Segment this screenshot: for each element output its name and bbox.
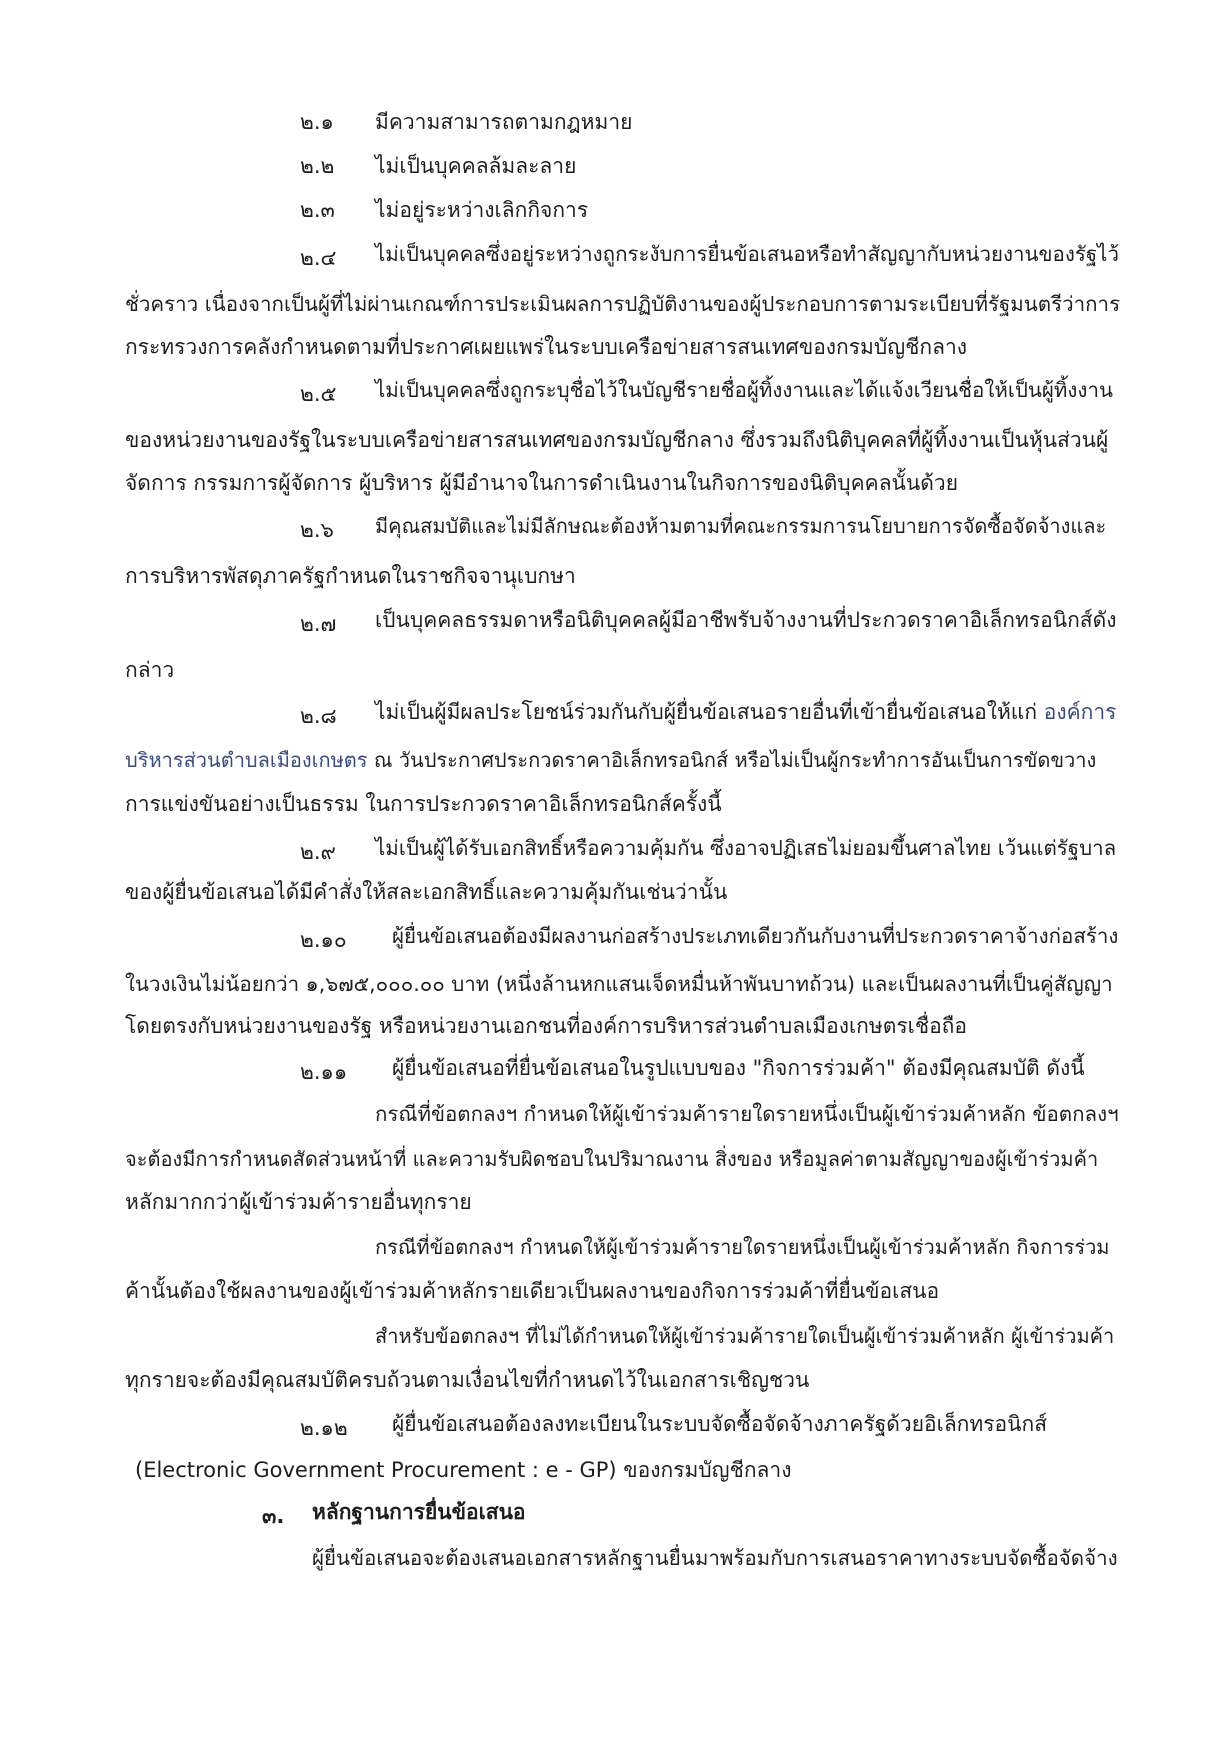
jv-condition: สำหรับข้อตกลงฯ ที่ไม่ได้กำหนดให้ผู้เข้าร่วมค้ารายใดเป็นผู้เข้าร่วมค้าหลัก ผู้เข้าร่วมค้า: [375, 1324, 1115, 1348]
item-number: ๒.๑๒: [300, 1416, 348, 1440]
jv-continuation: ค้านั้นต้องใช้ผลงานของผู้เข้าร่วมค้าหลักรายเดียวเป็นผลงานของกิจการร่วมค้าที่ยื่นข้อเสนอ: [125, 1279, 940, 1303]
organization-name: องค์การ: [1037, 700, 1117, 724]
item-text: ไม่เป็นบุคคลซึ่งถูกระบุชื่อไว้ในบัญชีรายชื่อผู้ทิ้งงานและได้แจ้งเวียนชื่อให้เป็นผู้ทิ้งงาน: [375, 378, 1113, 402]
item-number: ๒.๙: [300, 840, 336, 864]
item-continuation: (Electronic Government Procurement : e - GP) ของกรมบัญชีกลาง: [135, 1458, 792, 1482]
section-number: ๓.: [262, 1504, 285, 1528]
jv-continuation: จะต้องมีการกำหนดสัดส่วนหน้าที่ และความรับผิดชอบในปริมาณงาน สิ่งของ หรือมูลค่าตามสัญญาของผู้เข้าร่วมค้า: [125, 1147, 1099, 1171]
item-continuation: การบริหารพัสดุภาครัฐกำหนดในราชกิจจานุเบกษา: [125, 564, 576, 588]
item-number: ๒.๘: [300, 704, 337, 728]
item-continuation: การแข่งขันอย่างเป็นธรรม ในการประกวดราคาอิเล็กทรอนิกส์ครั้งนี้: [125, 792, 722, 816]
item-text: มีความสามารถตามกฎหมาย: [375, 110, 633, 134]
item-text: ไม่เป็นบุคคลล้มละลาย: [375, 154, 577, 178]
item-continuation: ในวงเงินไม่น้อยกว่า ๑,๖๗๕,๐๐๐.๐๐ บาท (หนึ่งล้านหกแสนเจ็ดหมื่นห้าพันบาทถ้วน) และเป็นผลงานที่เป็นคู่สัญญา: [125, 972, 1113, 996]
section-heading: หลักฐานการยื่นข้อเสนอ: [312, 1500, 526, 1524]
item-text: ไม่อยู่ระหว่างเลิกกิจการ: [375, 198, 589, 222]
item-text: ไม่เป็นผู้ได้รับเอกสิทธิ์หรือความคุ้มกัน ซึ่งอาจปฏิเสธไม่ยอมขึ้นศาลไทย เว้นแต่รัฐบาล: [375, 836, 1117, 860]
item-continuation: กระทรวงการคลังกำหนดตามที่ประกาศเผยแพร่ในระบบเครือข่ายสารสนเทศของกรมบัญชีกลาง: [125, 335, 967, 359]
item-text: ผู้ยื่นข้อเสนอต้องมีผลงานก่อสร้างประเภทเดียวกันกับงานที่ประกวดราคาจ้างก่อสร้าง: [392, 924, 1119, 948]
item-text: ไม่เป็นผู้มีผลประโยชน์ร่วมกันกับผู้ยื่นข้อเสนอรายอื่นที่เข้ายื่นข้อเสนอให้แก่ องค์การ: [375, 700, 1117, 724]
item-number: ๒.๑๑: [300, 1060, 348, 1084]
item-continuation: ชั่วคราว เนื่องจากเป็นผู้ที่ไม่ผ่านเกณฑ์การประเมินผลการปฏิบัติงานของผู้ประกอบการตามระเบียบที่รัฐมนตรีว่าการ: [125, 292, 1121, 316]
jv-condition: กรณีที่ข้อตกลงฯ กำหนดให้ผู้เข้าร่วมค้ารายใดรายหนึ่งเป็นผู้เข้าร่วมค้าหลัก กิจการร่วม: [375, 1235, 1110, 1259]
item-text: เป็นบุคคลธรรมดาหรือนิติบุคคลผู้มีอาชีพรับจ้างงานที่ประกวดราคาอิเล็กทรอนิกส์ดัง: [375, 608, 1117, 632]
item-number: ๒.๔: [300, 246, 337, 270]
item-text: ผู้ยื่นข้อเสนอต้องลงทะเบียนในระบบจัดซื้อจัดจ้างภาครัฐด้วยอิเล็กทรอนิกส์: [392, 1412, 1048, 1436]
jv-condition: กรณีที่ข้อตกลงฯ กำหนดให้ผู้เข้าร่วมค้ารายใดรายหนึ่งเป็นผู้เข้าร่วมค้าหลัก ข้อตกลงฯ: [375, 1102, 1119, 1126]
item-text: ไม่เป็นบุคคลซึ่งอยู่ระหว่างถูกระงับการยื่นข้อเสนอหรือทำสัญญากับหน่วยงานของรัฐไว้: [375, 242, 1119, 266]
jv-continuation: หลักมากกว่าผู้เข้าร่วมค้ารายอื่นทุกราย: [125, 1190, 472, 1214]
item-continuation: บริหารส่วนตำบลเมืองเกษตร ณ วันประกาศประกวดราคาอิเล็กทรอนิกส์ หรือไม่เป็นผู้กระทำการอันเป็นการขัดขวาง: [125, 748, 1097, 772]
jv-continuation: ทุกรายจะต้องมีคุณสมบัติครบถ้วนตามเงื่อนไขที่กำหนดไว้ในเอกสารเชิญชวน: [125, 1368, 810, 1392]
item-number: ๒.๑: [300, 110, 334, 134]
item-continuation: โดยตรงกับหน่วยงานของรัฐ หรือหน่วยงานเอกชนที่องค์การบริหารส่วนตำบลเมืองเกษตรเชื่อถือ: [125, 1014, 968, 1038]
item-number: ๒.๖: [300, 518, 334, 542]
item-number: ๒.๕: [300, 382, 337, 406]
item-number: ๒.๑๐: [300, 928, 347, 952]
organization-name: บริหารส่วนตำบลเมืองเกษตร: [125, 748, 368, 772]
item-continuation: ของผู้ยื่นข้อเสนอได้มีคำสั่งให้สละเอกสิทธิ์และความคุ้มกันเช่นว่านั้น: [125, 880, 728, 904]
section-text: ผู้ยื่นข้อเสนอจะต้องเสนอเอกสารหลักฐานยื่นมาพร้อมกับการเสนอราคาทางระบบจัดซื้อจัดจ้าง: [312, 1546, 1118, 1570]
item-continuation: กล่าว: [125, 658, 175, 682]
item-text: ผู้ยื่นข้อเสนอที่ยื่นข้อเสนอในรูปแบบของ "กิจการร่วมค้า" ต้องมีคุณสมบัติ ดังนี้: [392, 1056, 1085, 1080]
item-text: มีคุณสมบัติและไม่มีลักษณะต้องห้ามตามที่คณะกรรมการนโยบายการจัดซื้อจัดจ้างและ: [375, 514, 1107, 538]
item-continuation: ของหน่วยงานของรัฐในระบบเครือข่ายสารสนเทศของกรมบัญชีกลาง ซึ่งรวมถึงนิติบุคคลที่ผู้ทิ้งงานเป็นหุ้นส่วนผู้: [125, 428, 1109, 452]
item-number: ๒.๒: [300, 154, 335, 178]
item-number: ๒.๗: [300, 612, 337, 636]
item-continuation: จัดการ กรรมการผู้จัดการ ผู้บริหาร ผู้มีอำนาจในการดำเนินงานในกิจการของนิติบุคคลนั้นด้วย: [125, 471, 959, 495]
item-number: ๒.๓: [300, 198, 335, 222]
